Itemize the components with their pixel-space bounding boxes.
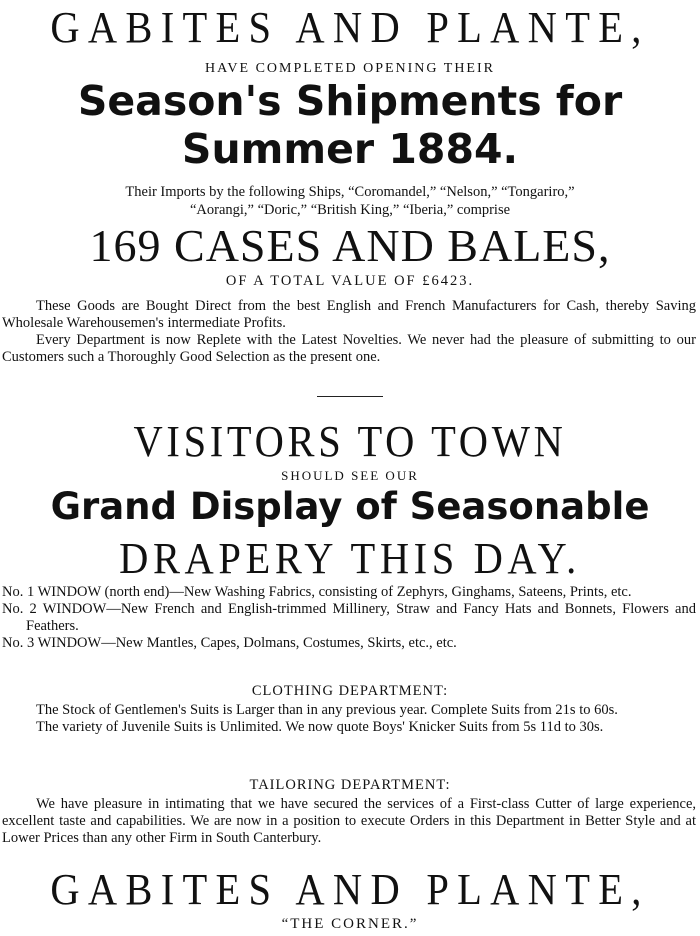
window-item: No. 1 WINDOW (north end)—New Washing Fabrics, consisting of Zephyrs, Ginghams, Sateens, Prints, etc. — [2, 584, 632, 600]
tagline: HAVE COMPLETED OPENING THEIR — [205, 61, 495, 76]
firm-name-footer: GABITES AND PLANTE, — [50, 865, 650, 914]
divider-rule — [317, 396, 383, 397]
total-value: OF A TOTAL VALUE OF £6423. — [225, 273, 475, 289]
cases-headline: 169 CASES AND BALES, — [89, 220, 611, 271]
clothing-para-2: The variety of Juvenile Suits is Unlimited. We now quote Boys' Knicker Suits from 5s 11d to 30s. — [36, 719, 604, 735]
imports-line2: “Aorangi,” “Doric,” “British King,” “Iberia,” comprise — [189, 202, 511, 218]
firm-name-header: GABITES AND PLANTE, — [50, 3, 650, 52]
visitors-headline: VISITORS TO TOWN — [133, 417, 567, 466]
clothing-para-1: The Stock of Gentlemen's Suits is Larger than in any previous year. Complete Suits from 21s to 60s. — [36, 702, 618, 718]
tailoring-para-1: We have pleasure in intimating that we have secured the services of a First-class Cutter of large experience, excellent taste and capabilities. We are now in a position to execute Orders in this Department in Better Style and at Lower Prices than any other Firm in South Canterbury. — [2, 796, 696, 846]
intro-para-2: Every Department is now Replete with the Latest Novelties. We never had the pleasure of submitting to our Customers such a Thoroughly Good Selection as the present one. — [2, 332, 696, 365]
location-footer: “THE CORNER.” — [281, 916, 419, 932]
headline-line2: Summer 1884. — [181, 125, 519, 173]
headline-line1: Season's Shipments for — [77, 77, 623, 125]
visitors-subline: SHOULD SEE OUR — [281, 468, 419, 483]
clothing-text — [2, 702, 696, 736]
drapery-headline: DRAPERY THIS DAY. — [119, 534, 581, 583]
intro-text — [2, 298, 696, 366]
intro-para-1: These Goods are Bought Direct from the best English and French Manufacturers for Cash, thereby Saving Wholesale Warehousemen's intermediate Profits. — [2, 298, 696, 331]
clothing-heading: CLOTHING DEPARTMENT: — [251, 683, 449, 699]
imports-line1: Their Imports by the following Ships, “Coromandel,” “Nelson,” “Tongariro,” — [125, 184, 575, 200]
window-list — [2, 584, 696, 652]
tailoring-text — [2, 796, 696, 847]
tailoring-heading: TAILORING DEPARTMENT: — [249, 777, 451, 793]
window-item: No. 3 WINDOW—New Mantles, Capes, Dolmans, Costumes, Skirts, etc., etc. — [2, 635, 457, 651]
window-item: No. 2 WINDOW—New French and English-trimmed Millinery, Straw and Fancy Hats and Bonnets, Flowers and Feathers. — [2, 601, 696, 634]
grand-display-headline: Grand Display of Seasonable — [50, 485, 650, 528]
